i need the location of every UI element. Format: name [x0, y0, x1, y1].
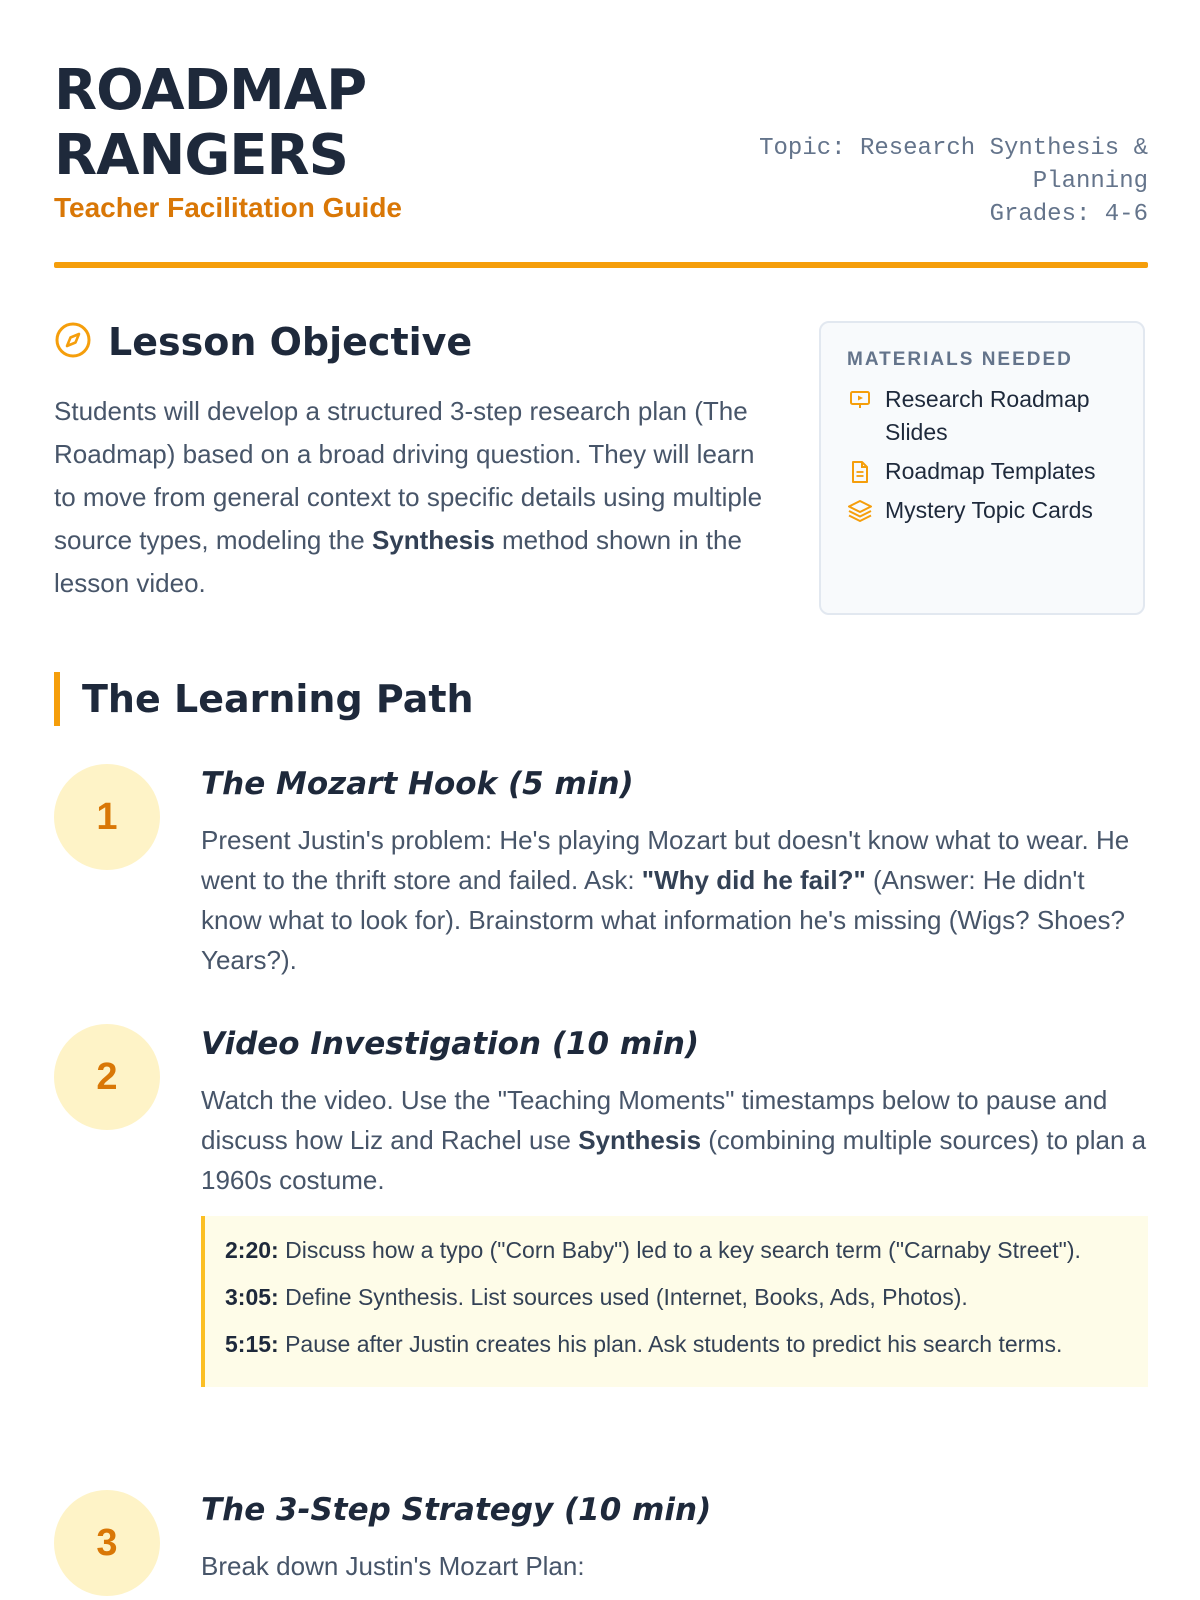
- title-line-2: RANGERS: [54, 123, 348, 188]
- materials-title: MATERIALS NEEDED: [847, 349, 1073, 370]
- topic-line-1: Topic: Research Synthesis &: [759, 135, 1148, 162]
- objective-heading-row: [54, 320, 774, 364]
- step-text-part: (Answer: He didn't know what to look for). Brainstorm what information he's missing (Wigs? Shoes? Years?).: [201, 865, 1126, 975]
- moment-text: Pause after Justin creates his plan. Ask students to predict his search terms.: [278, 1331, 1063, 1357]
- step-number-badge: 3: [54, 1490, 160, 1596]
- timestamp: 2:20:: [225, 1237, 279, 1263]
- material-label: Roadmap Templates: [885, 458, 1096, 484]
- materials-card: [819, 321, 1145, 615]
- objective-text-bold: Synthesis: [371, 525, 495, 555]
- timestamp: 5:15:: [225, 1331, 279, 1357]
- section-accent-bar: [54, 672, 60, 726]
- step-title: The Mozart Hook (5 min): [201, 766, 634, 802]
- material-item: [847, 455, 1117, 488]
- step-description: [201, 820, 1148, 980]
- objective-text-part: Students will develop a structured 3-step research plan (The Roadmap) based on a broad driving question. They will learn to move from general context to specific details using multiple source types, modeling the: [54, 396, 763, 555]
- teaching-moment: [225, 1234, 1126, 1267]
- step-text-part: (combining multiple sources) to plan a 1960s costume.: [201, 1125, 1147, 1195]
- lesson-objective-section: [54, 320, 774, 605]
- step-description: [201, 1546, 1148, 1586]
- material-item: [847, 494, 1117, 527]
- step-text-bold: "Why did he fail?": [641, 865, 866, 895]
- topic-line-2: Planning: [1032, 168, 1148, 195]
- page-title: [54, 58, 366, 188]
- objective-text-part: method shown in the lesson video.: [54, 525, 742, 598]
- step-description: [201, 1080, 1148, 1200]
- learning-path-heading: The Learning Path: [82, 677, 474, 721]
- material-label: Research Roadmap Slides: [885, 386, 1090, 445]
- teaching-moment: [225, 1328, 1126, 1361]
- document-icon: [847, 455, 873, 488]
- step-body: [201, 1490, 1148, 1586]
- page-subtitle: Teacher Facilitation Guide: [54, 192, 403, 223]
- material-label: Mystery Topic Cards: [885, 497, 1093, 523]
- step-title: The 3-Step Strategy (10 min): [201, 1492, 712, 1528]
- step-body: [201, 764, 1148, 980]
- step-number-badge: 2: [54, 1024, 160, 1130]
- header-divider: [54, 262, 1148, 268]
- page-header: [54, 58, 1148, 268]
- material-item: [847, 383, 1117, 449]
- step-body: [201, 1024, 1148, 1387]
- teaching-moment: [225, 1281, 1126, 1314]
- objective-heading: Lesson Objective: [108, 320, 473, 364]
- layers-icon: [847, 494, 873, 527]
- step-text-bold: Synthesis: [578, 1125, 702, 1155]
- moment-text: Define Synthesis. List sources used (Internet, Books, Ads, Photos).: [278, 1284, 968, 1310]
- moment-text: Discuss how a typo ("Corn Baby") led to a key search term ("Carnaby Street").: [278, 1237, 1081, 1263]
- title-line-1: ROADMAP: [54, 58, 367, 123]
- step-number-badge: 1: [54, 764, 160, 870]
- step-text-part: Watch the video. Use the "Teaching Moments" timestamps below to pause and discuss how Liz and Rachel use: [201, 1085, 1108, 1155]
- step-text-part: Break down Justin's Mozart Plan:: [201, 1551, 585, 1581]
- objective-text: [54, 390, 774, 605]
- presentation-icon: [847, 383, 873, 416]
- lesson-meta: [718, 132, 1148, 231]
- step-title: Video Investigation (10 min): [201, 1026, 700, 1062]
- compass-icon: [54, 321, 92, 364]
- learning-path-heading-row: [54, 672, 474, 726]
- step-text-part: Present Justin's problem: He's playing Mozart but doesn't know what to wear. He went to the thrift store and failed. Ask:: [201, 825, 1130, 895]
- grades-label: Grades: 4-6: [989, 201, 1148, 228]
- teaching-moments-box: [201, 1216, 1148, 1387]
- timestamp: 3:05:: [225, 1284, 279, 1310]
